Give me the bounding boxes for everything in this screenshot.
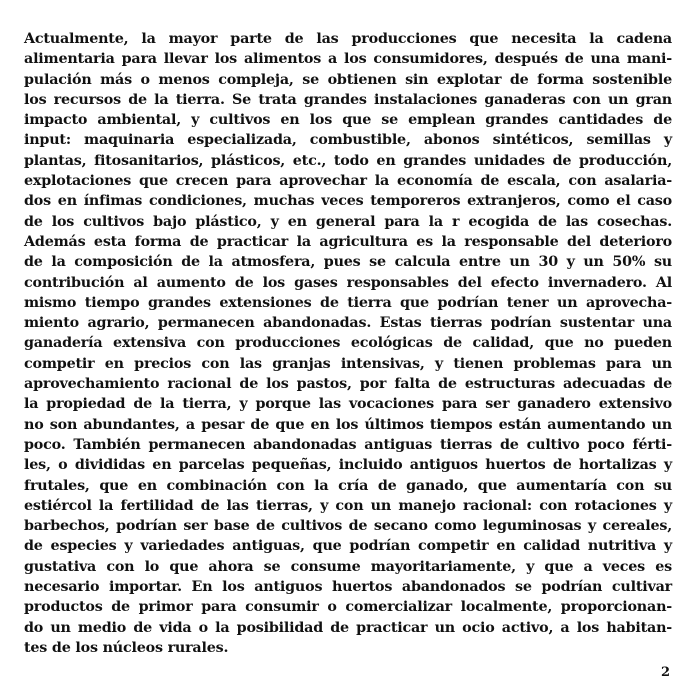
paragraph-line: estiércol la fertilidad de las tierras, y con un manejo racional: con rotaciones y [24,497,672,514]
paragraph-line: de especies y variedades antiguas, que podrían competir en calidad nutritiva y [24,538,672,555]
paragraph-line: contribución al aumento de los gases responsables del efecto invernadero. Al [24,274,672,291]
paragraph-line: necesario importar. En los antiguos huertos abandonados se podrían cultivar [24,579,672,596]
page-number: 2 [660,665,670,680]
paragraph-line: barbechos, podrían ser base de cultivos de secano como leguminosas y cereales, [24,518,672,535]
paragraph-line: alimentaria para llevar los alimentos a los consumidores, después de una mani- [24,51,672,68]
paragraph-line: Actualmente, la mayor parte de las producciones que necesita la cadena [24,31,672,47]
paragraph-line: miento agrario, permanecen abandonadas. Estas tierras podrían sustentar una [24,315,672,332]
paragraph-line: poco. También permanecen abandonadas antiguas tierras de cultivo poco férti- [24,436,672,453]
paragraph-line: aprovechamiento racional de los pastos, por falta de estructuras adecuadas de [24,376,672,393]
paragraph-line: les, o divididas en parcelas pequeñas, incluido antiguos huertos de hortalizas y [24,457,672,474]
paragraph-line: pulación más o menos compleja, se obtienen sin explotar de forma sostenible [24,71,672,88]
paragraph-line: de los cultivos bajo plástico, y en general para la r ecogida de las cosechas. [24,213,672,230]
paragraph-line: de la composición de la atmosfera, pues se calcula entre un 30 y un 50% su [24,254,672,271]
paragraph-line-last: tes de los núcleos rurales. [24,639,229,656]
paragraph-line: explotaciones que crecen para aprovechar la economía de escala, con asalaria- [24,173,672,190]
paragraph-line: impacto ambiental, y cultivos en los que se emplean grandes cantidades de [24,112,672,129]
paragraph-line: plantas, fitosanitarios, plásticos, etc., todo en grandes unidades de producción, [24,152,672,169]
paragraph-line: frutales, que en combinación con la cría de ganado, que aumentaría con su [24,477,672,494]
paragraph-line: Además esta forma de practicar la agricultura es la responsable del deterioro [24,233,672,250]
paragraph-line: los recursos de la tierra. Se trata grandes instalaciones ganaderas con un gran [24,91,672,108]
paragraph-line: do un medio de vida o la posibilidad de practicar un ocio activo, a los habitan- [24,619,672,636]
paragraph-line: input: maquinaria especializada, combustible, abonos sintéticos, semillas y [24,132,672,149]
paragraph-line: dos en ínfimas condiciones, muchas veces temporeros extranjeros, como el caso [24,193,672,210]
paragraph-line: gustativa con lo que ahora se consume mayoritariamente, y que a veces es [24,558,672,575]
paragraph-line: ganadería extensiva con producciones ecológicas de calidad, que no pueden [24,335,672,352]
body-paragraph [24,29,672,658]
paragraph-line: productos de primor para consumir o comercializar localmente, proporcionan- [24,599,672,616]
paragraph-line: mismo tiempo grandes extensiones de tierra que podrían tener un aprovecha- [24,294,672,311]
paragraph-line: competir en precios con las granjas intensivas, y tienen problemas para un [24,355,672,372]
paragraph-line: la propiedad de la tierra, y porque las vocaciones para ser ganadero extensivo [24,396,672,413]
paragraph-line: no son abundantes, a pesar de que en los últimos tiempos están aumentando un [24,416,672,433]
